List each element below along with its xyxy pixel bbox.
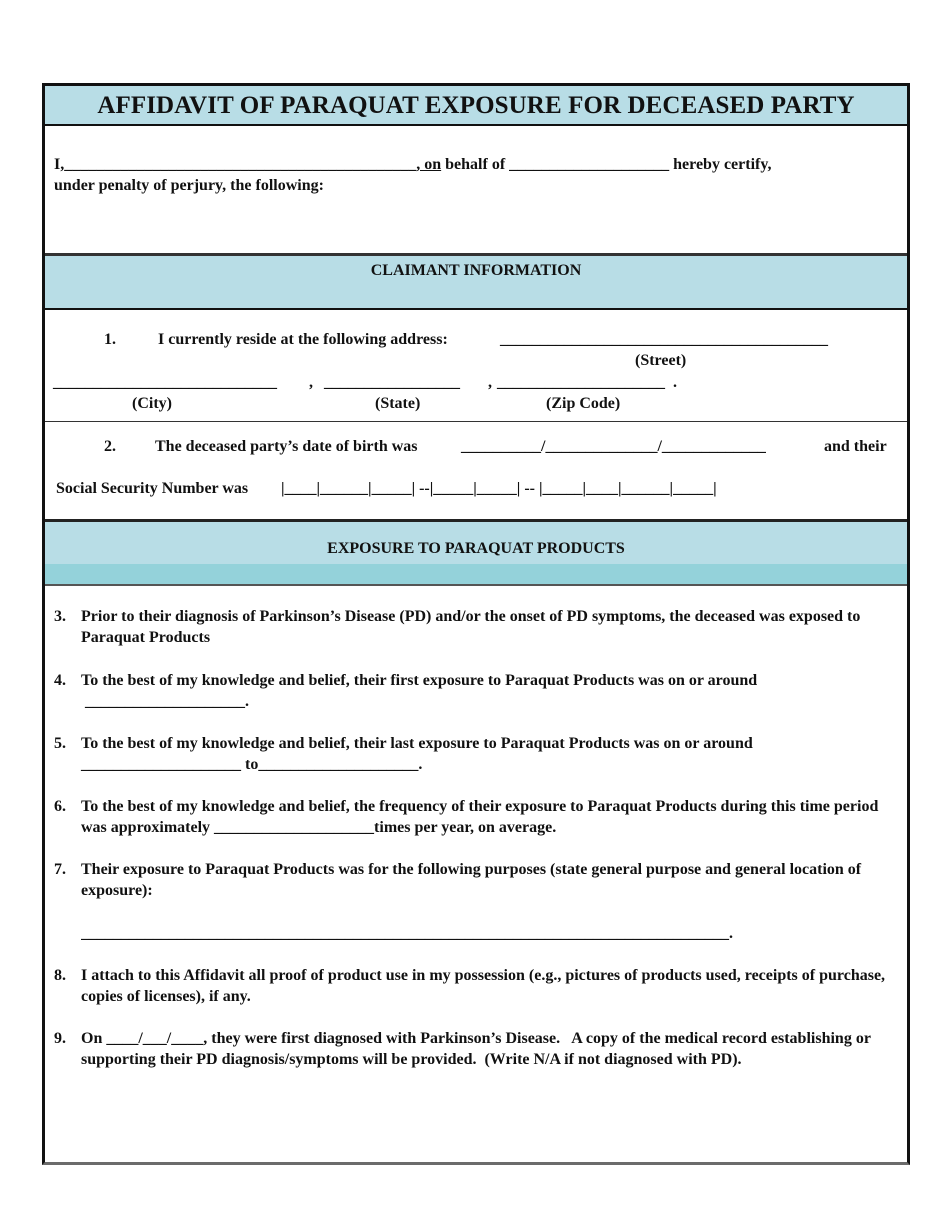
zip-label: (Zip Code) xyxy=(546,395,621,412)
birth-ssn-section xyxy=(45,422,907,518)
street-field[interactable]: _________________________________________ xyxy=(500,331,828,348)
item-number: 6. xyxy=(54,798,66,815)
intro-line-2: under penalty of perjury, the following: xyxy=(54,177,324,194)
exposure-header-label: EXPOSURE TO PARAQUAT PRODUCTS xyxy=(45,522,907,564)
first-exposure-field[interactable]: ____________________. xyxy=(81,693,249,710)
street-label: (Street) xyxy=(635,352,687,369)
state-label: (State) xyxy=(375,395,421,412)
comma-separator: , xyxy=(309,374,313,391)
item-1-text: I currently reside at the following address: xyxy=(158,331,448,348)
list-item-8 xyxy=(54,965,903,1007)
ssn-field[interactable]: |____|______|_____| --|_____|_____| -- |_____|____|______|_____| xyxy=(281,480,717,497)
list-item-5 xyxy=(54,733,903,775)
item-number: 9. xyxy=(54,1030,66,1047)
list-item-3 xyxy=(54,606,903,648)
affiant-name-field[interactable]: ____________________________________________ xyxy=(64,156,417,173)
intro-statement xyxy=(54,154,897,196)
address-section xyxy=(45,310,907,422)
date-of-birth-field[interactable]: __________/______________/_____________ xyxy=(461,438,766,455)
period: . xyxy=(673,374,677,391)
certify-text: hereby certify, xyxy=(669,156,772,173)
exposure-purpose-field[interactable]: _________________________________________________________________________________. xyxy=(81,925,733,942)
item-text: To the best of my knowledge and belief, their last exposure to Paraquat Products was on or around xyxy=(81,735,753,752)
claimant-information-header: CLAIMANT INFORMATION xyxy=(45,253,907,310)
on-text: , on xyxy=(416,156,442,173)
behalf-text: behalf of xyxy=(441,156,510,173)
list-item-4 xyxy=(54,670,903,712)
form-title: AFFIDAVIT OF PARAQUAT EXPOSURE FOR DECEASED PARTY xyxy=(45,86,907,126)
deceased-name-field[interactable]: ____________________ xyxy=(509,156,670,173)
exposure-items xyxy=(54,606,903,1070)
header-band xyxy=(45,564,907,584)
diagnosis-date-text[interactable]: On ____/___/____, they were first diagnosed with Parkinson’s Disease. A copy of the medical record establishing or supporting their PD diagnosis/symptoms will be provided. (Write N/A if not diagnosed with PD). xyxy=(81,1030,875,1068)
item-number: 5. xyxy=(54,735,66,752)
comma-separator: , xyxy=(488,374,492,391)
state-field[interactable]: _________________ xyxy=(324,374,460,391)
item-text: Their exposure to Paraquat Products was for the following purposes (state general purpose and general location of exposure): xyxy=(81,861,862,899)
item-number: 4. xyxy=(54,672,66,689)
and-their-text: and their xyxy=(824,438,887,455)
item-1-number: 1. xyxy=(104,331,116,348)
item-number: 3. xyxy=(54,608,66,625)
item-2-number: 2. xyxy=(104,438,116,455)
last-exposure-range-field[interactable]: ____________________ to____________________. xyxy=(81,756,423,773)
zip-field[interactable]: _____________________ xyxy=(497,374,665,391)
exposure-header xyxy=(45,519,907,586)
item-text[interactable]: To the best of my knowledge and belief, the frequency of their exposure to Paraquat Products during this time period was approximately ____________________times per year, on average. xyxy=(81,798,879,836)
item-text: Prior to their diagnosis of Parkinson’s Disease (PD) and/or the onset of PD symptoms, the deceased was exposed to Paraquat Products xyxy=(81,608,861,646)
item-number: 8. xyxy=(54,967,66,984)
item-text: To the best of my knowledge and belief, their first exposure to Paraquat Products was on or around xyxy=(81,672,758,689)
item-number: 7. xyxy=(54,861,66,878)
ssn-label: Social Security Number was xyxy=(56,480,249,497)
item-text: I attach to this Affidavit all proof of product use in my possession (e.g., pictures of products used, receipts of purchase, copies of licenses), if any. xyxy=(81,967,886,1005)
item-2-text: The deceased party’s date of birth was xyxy=(155,438,418,455)
list-item-6 xyxy=(54,796,903,838)
affidavit-form xyxy=(42,83,910,1165)
city-field[interactable]: ____________________________ xyxy=(53,374,277,391)
intro-prefix: I, xyxy=(54,156,65,173)
list-item-7 xyxy=(54,859,903,944)
list-item-9 xyxy=(54,1028,903,1070)
city-label: (City) xyxy=(132,395,172,412)
